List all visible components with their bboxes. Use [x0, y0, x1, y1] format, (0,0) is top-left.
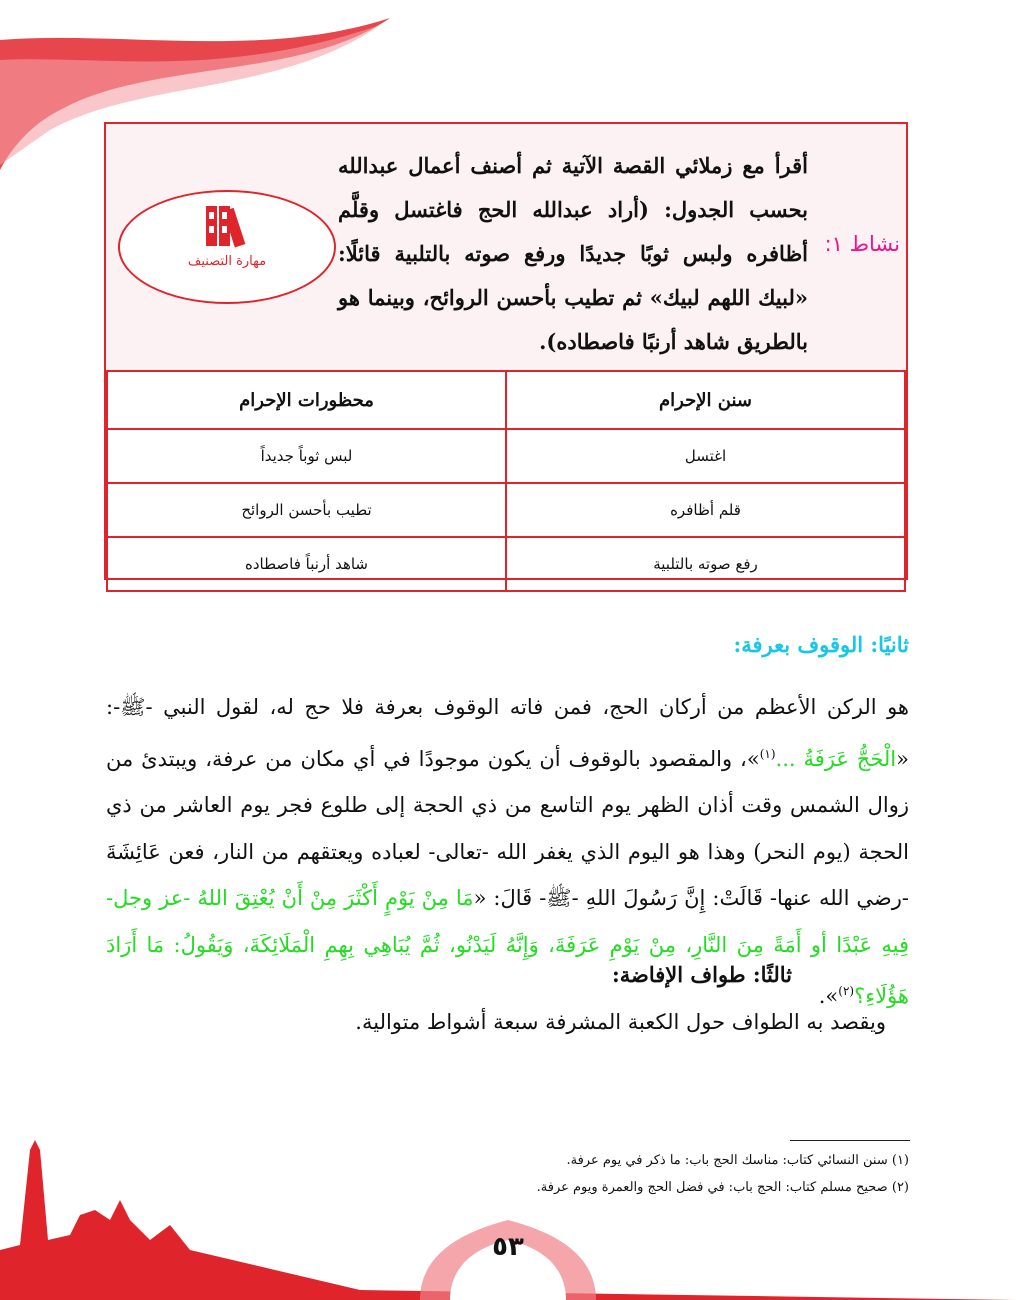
activity-box — [104, 122, 908, 580]
skill-label: مهارة التصنيف — [187, 254, 267, 269]
tawaf-paragraph: ويقصد به الطواف حول الكعبة المشرفة سبعة أشواط متوالية. — [355, 1010, 886, 1034]
text: هو الركن الأعظم من أركان الحج، فمن فاته الوقوف بعرفة فلا حج له، لقول النبي -ﷺ-: « — [106, 695, 909, 771]
section-heading-arafah: ثانيًا: الوقوف بعرفة: — [733, 632, 909, 657]
text: »، والمقصود بالوقوف أن يكون موجودًا في أي مكان من عرفة، ويبتدئ من زوال الشمس وقت أذان الظهر يوم التاسع من ذي الحجة إلى طلوع فجر يوم العاشر من ذي الحجة (يوم النحر) وهذا هو اليوم الذي يغفر الله -تعالى- لعباده ويعتقهم من النار، فعن عَائِشَةَ -رضي الله عنها- قَالَتْ: إِنَّ رَسُولَ اللهِ -ﷺ- قَالَ: « — [106, 746, 909, 910]
hadith-quote: الْحَجُّ عَرَفَةُ ... — [775, 746, 897, 771]
table-header: محظورات الإحرام — [107, 371, 506, 429]
table-row — [107, 483, 905, 537]
table-cell: قلم أظافره — [506, 483, 905, 537]
table-cell: شاهد أرنباً فاصطاده — [107, 537, 506, 591]
minaret-silhouette — [0, 1130, 1016, 1300]
table-header: سنن الإحرام — [506, 371, 905, 429]
footnote-ref: (٢) — [838, 984, 855, 998]
classification-table — [106, 370, 906, 592]
footnote: (١) سنن النسائي كتاب: مناسك الحج باب: ما ذكر في يوم عرفة. — [566, 1153, 909, 1168]
section-heading-tawaf: ثالثًا: طواف الإفاضة: — [611, 962, 792, 987]
activity-text: أقرأ مع زملائي القصة الآتية ثم أصنف أعمال عبدالله بحسب الجدول: (أراد عبدالله الحج فاغتسل وقلَّم أظافره ولبس ثوبًا جديدًا ورفع صوته بالتلبية قائلًا: «لبيك اللهم لبيك» ثم تطيب بأحسن الروائح، وبينما هو بالطريق شاهد أرنبًا فاصطاده). — [338, 153, 808, 354]
binders-icon — [204, 204, 254, 248]
table-cell: لبس ثوباً جديداً — [107, 429, 506, 483]
table-cell: اغتسل — [506, 429, 905, 483]
text: ». — [818, 984, 839, 1008]
hadith-quote: مَا مِنْ يَوْمٍ أَكْثَرَ مِنْ أَنْ يُعْتِقَ اللهُ -عز وجل- فِيهِ عَبْدًا أو أَمَةً مِنَ النَّارِ، مِنْ يَوْمِ عَرَفَةَ، وَإِنَّهُ لَيَدْنُو، ثُمَّ يُبَاهِي بِهِمِ الْمَلَائِكَةَ، وَيَقُولُ: مَا أَرَادَ هَؤُلَاءِ؟ — [106, 886, 909, 1008]
skill-badge — [118, 190, 336, 304]
table-row — [107, 429, 905, 483]
footnote-ref: (١) — [759, 746, 776, 761]
footnote: (٢) صحيح مسلم كتاب: الحج باب: في فضل الحج والعمرة ويوم عرفة. — [536, 1180, 909, 1195]
table-row — [107, 537, 905, 591]
page-number: ٥٣ — [492, 1232, 524, 1262]
table-cell: رفع صوته بالتلبية — [506, 537, 905, 591]
table-cell: تطيب بأحسن الروائح — [107, 483, 506, 537]
activity-label: نشاط ١: — [824, 232, 900, 256]
